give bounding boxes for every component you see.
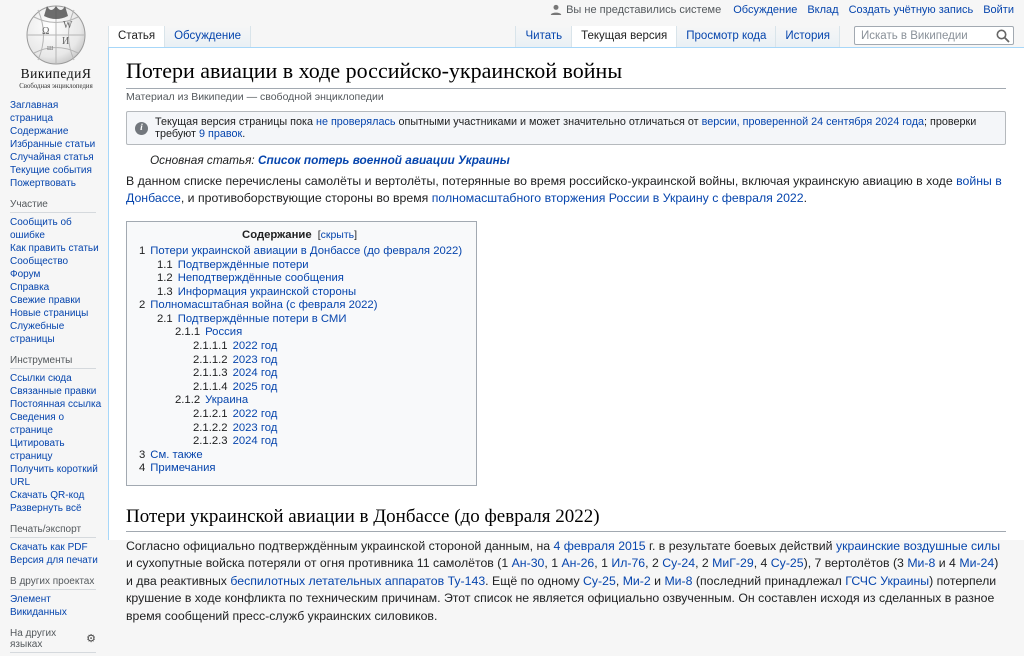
- sidebar-header-label: На других языках: [10, 628, 86, 650]
- toc-link[interactable]: 2022 год: [233, 340, 278, 352]
- sidebar-link[interactable]: Избранные статьи: [10, 139, 95, 150]
- toc-link[interactable]: Подтверждённые потери в СМИ: [178, 313, 347, 325]
- sidebar-section-header: [10, 199, 96, 213]
- toc-row: [139, 299, 462, 313]
- sidebar-item: [10, 268, 104, 281]
- wikipedia-logo[interactable]: [10, 4, 102, 90]
- search-box: [854, 26, 1014, 45]
- text-run: ), 7 вертолётов (3: [804, 556, 908, 570]
- toc-row: [139, 462, 462, 476]
- sidebar-item: [10, 411, 104, 437]
- namespace-tabs: [108, 26, 251, 47]
- inline-link[interactable]: Ми-8: [907, 556, 935, 570]
- sidebar-list: [10, 593, 104, 619]
- sidebar-header-label: В других проектах: [10, 576, 94, 587]
- sidebar-link[interactable]: Заглавная страница: [10, 100, 58, 124]
- text-run: Основная статья:: [150, 153, 258, 167]
- text-run: ) и два реактивных: [126, 556, 998, 587]
- sidebar-link[interactable]: Новые страницы: [10, 308, 88, 319]
- toc-row: [139, 449, 462, 463]
- hatnote: [126, 153, 1006, 167]
- personal-link[interactable]: Вклад: [807, 4, 838, 16]
- inline-link[interactable]: Ми-2: [623, 574, 651, 588]
- sidebar-item: [10, 125, 104, 138]
- text-run: Текущая версия страницы пока: [155, 116, 316, 128]
- toc-title: Содержание: [242, 229, 312, 241]
- revision-notice-text: [155, 116, 997, 140]
- toc-number: 2.1.1: [175, 326, 200, 338]
- toc-number: 2.1.1.1: [193, 340, 228, 352]
- text-run: В данном списке перечислены самолёты и вертолёты, потерянные во время российско-украинской войны, включая украинскую авиацию в ходе: [126, 174, 956, 188]
- sidebar-link[interactable]: Постоянная ссылка: [10, 399, 101, 410]
- sidebar-section-header: [10, 628, 96, 653]
- section-paragraph: [126, 538, 1006, 625]
- toc-row: [175, 326, 462, 340]
- personal-bar: [550, 4, 1014, 16]
- sidebar-section: [10, 524, 104, 567]
- toc-row: [157, 272, 462, 286]
- sidebar-header-label: Инструменты: [10, 355, 72, 366]
- view-tab[interactable]: [676, 26, 775, 47]
- sidebar-link[interactable]: Свежие правки: [10, 295, 80, 306]
- sidebar-link[interactable]: Содержание: [10, 126, 68, 137]
- logo-wordmark: ВикипедиЯ: [10, 66, 102, 82]
- logo-subtitle: Свободная энциклопедия: [10, 83, 102, 90]
- toc-hide-link[interactable]: скрыть: [321, 229, 355, 241]
- sidebar-link[interactable]: Элемент Викиданных: [10, 594, 67, 618]
- text-run: ; проверки требуют: [155, 116, 976, 140]
- sidebar-item: [10, 307, 104, 320]
- sidebar-section: [10, 576, 104, 619]
- sidebar-section-header: [10, 576, 96, 590]
- svg-text:ш: ш: [47, 43, 54, 52]
- inline-link[interactable]: МиГ-29: [712, 556, 754, 570]
- toc-number: 2.1.2: [175, 394, 200, 406]
- sidebar-item: [10, 385, 104, 398]
- inline-link[interactable]: Ту-143: [448, 574, 486, 588]
- gear-icon[interactable]: ⚙: [86, 634, 96, 644]
- sidebar-item: [10, 372, 104, 385]
- toc-row: [175, 394, 462, 408]
- inline-link[interactable]: Ми-24: [959, 556, 994, 570]
- search-input[interactable]: [854, 26, 1014, 45]
- view-tab[interactable]: [571, 26, 676, 47]
- toc-link[interactable]: Россия: [205, 326, 242, 338]
- search-icon[interactable]: [995, 28, 1011, 44]
- text-run: , 1: [594, 556, 611, 570]
- sidebar-item: [10, 164, 104, 177]
- text-run: (последний принадлежал: [692, 574, 845, 588]
- sidebar-header-label: Участие: [10, 199, 48, 210]
- header-chrome: [0, 0, 1024, 47]
- sidebar-item: [10, 463, 104, 489]
- personal-link[interactable]: Обсуждение: [733, 4, 797, 16]
- toc-number: 2.1.2.2: [193, 422, 228, 434]
- toc-row: [193, 340, 462, 354]
- inline-link[interactable]: полномасштабного вторжения России в Украину с февраля 2022: [432, 191, 804, 205]
- sidebar-section: [10, 355, 104, 515]
- text-run: , 2: [695, 556, 712, 570]
- toc-row: [193, 367, 462, 381]
- sidebar-link[interactable]: Текущие события: [10, 165, 92, 176]
- sidebar-item: [10, 138, 104, 151]
- toc-row: [193, 354, 462, 368]
- toc-row: [139, 245, 462, 259]
- toc-number: 1.3: [157, 286, 173, 298]
- toc-number: 4: [139, 462, 145, 474]
- revision-notice: [126, 111, 1006, 145]
- sidebar-item: [10, 242, 104, 255]
- text-run: г. в результате боевых действий: [646, 539, 836, 553]
- sidebar-link[interactable]: Сообщество: [10, 256, 68, 267]
- toc-link[interactable]: 2023 год: [233, 354, 278, 366]
- sidebar-nav: [10, 99, 104, 653]
- page-title: Потери авиации в ходе российско-украинской войны: [126, 58, 1006, 89]
- toc-link[interactable]: 2024 год: [233, 367, 278, 379]
- toc-link[interactable]: Информация украинской стороны: [178, 286, 356, 298]
- inline-link[interactable]: украинские воздушные силы: [836, 539, 1000, 553]
- view-tab[interactable]: [515, 26, 571, 47]
- article-content: [108, 47, 1024, 540]
- intro-paragraph: [126, 173, 1006, 208]
- sidebar-link[interactable]: Связанные правки: [10, 386, 96, 397]
- sidebar-link[interactable]: Скачать QR-код: [10, 490, 84, 501]
- text-run: ,: [616, 574, 623, 588]
- toc-row: [193, 381, 462, 395]
- inline-link[interactable]: 9 правок: [199, 128, 242, 140]
- text-run: , и противоборствующие стороны во время: [181, 191, 432, 205]
- toc-number: 2.1.1.2: [193, 354, 228, 366]
- sidebar-link[interactable]: Справка: [10, 282, 49, 293]
- sidebar-link[interactable]: Служебные страницы: [10, 321, 64, 345]
- tab-label: Обсуждение: [174, 30, 241, 42]
- toc-list: [137, 245, 462, 476]
- tab-bar: [108, 25, 1024, 47]
- toc-link[interactable]: 2025 год: [233, 381, 278, 393]
- toc-number: 2.1.1.4: [193, 381, 228, 393]
- text-run: и 4: [935, 556, 959, 570]
- text-run: , 4: [754, 556, 771, 570]
- toc-link[interactable]: Неподтверждённые сообщения: [178, 272, 344, 284]
- toc-link[interactable]: Потери украинской авиации в Донбассе (до февраля 2022): [150, 245, 462, 257]
- personal-links: [733, 4, 1014, 16]
- sidebar-item: [10, 216, 104, 242]
- puzzle-globe-icon: [25, 4, 87, 66]
- inline-link[interactable]: 4 февраля: [554, 539, 615, 553]
- text-run: , 1: [544, 556, 561, 570]
- sidebar-item: [10, 151, 104, 164]
- sidebar-item: [10, 281, 104, 294]
- sidebar-item: [10, 489, 104, 502]
- sidebar-section-header: [10, 355, 96, 369]
- text-run: .: [242, 128, 245, 140]
- sidebar-link[interactable]: Цитировать страницу: [10, 438, 65, 462]
- toc-header: [137, 229, 462, 241]
- namespace-tab[interactable]: [108, 26, 164, 47]
- toc-row: [157, 286, 462, 300]
- namespace-tab[interactable]: [164, 26, 251, 47]
- sidebar-link[interactable]: Пожертвовать: [10, 178, 76, 189]
- sidebar-link[interactable]: Получить короткий URL: [10, 464, 98, 488]
- inline-link[interactable]: Су-25: [771, 556, 804, 570]
- tab-label: Читать: [525, 30, 562, 42]
- sidebar-link[interactable]: Сообщить об ошибке: [10, 217, 72, 241]
- sidebar-list: [10, 372, 104, 515]
- svg-text:И: И: [62, 36, 69, 47]
- toc-row: [193, 408, 462, 422]
- sidebar-item: [10, 554, 104, 567]
- toc-link[interactable]: Украина: [205, 394, 248, 406]
- view-tab[interactable]: [775, 26, 840, 47]
- sidebar-link[interactable]: Сведения о странице: [10, 412, 64, 436]
- personal-link[interactable]: Создать учётную запись: [849, 4, 974, 16]
- tab-label: История: [785, 30, 830, 42]
- user-icon: [550, 4, 562, 16]
- sidebar-section: [10, 628, 104, 653]
- sidebar-link[interactable]: Развернуть всё: [10, 503, 82, 514]
- sidebar-link[interactable]: Как править статьи: [10, 243, 99, 254]
- inline-link[interactable]: Ан-30: [512, 556, 545, 570]
- sidebar-item: [10, 177, 104, 190]
- inline-link[interactable]: беспилотных летательных аппаратов: [230, 574, 444, 588]
- inline-link[interactable]: не проверялась: [316, 116, 396, 128]
- toc-number: 1: [139, 245, 145, 257]
- sidebar-item: [10, 437, 104, 463]
- sidebar-item: [10, 541, 104, 554]
- sidebar-list: [10, 216, 104, 346]
- text-run: ) потерпели крушение в ходе конфликта по техническим причинам. Этот список не является официально озвученным. Он составлен исходя из сделанных в разное время сообщений пресс-служб украинских силовиков.: [126, 574, 996, 623]
- sidebar-list: [10, 541, 104, 567]
- tab-label: Просмотр кода: [686, 30, 766, 42]
- text-run: .: [804, 191, 807, 205]
- toc-link[interactable]: 2022 год: [233, 408, 278, 420]
- inline-link[interactable]: войны в Донбассе: [126, 174, 1002, 205]
- sidebar-list: [10, 99, 104, 190]
- info-icon: i: [135, 122, 148, 135]
- view-controls: [515, 26, 1024, 47]
- inline-link[interactable]: версии, проверенной 24 сентября 2024 года: [702, 116, 924, 128]
- inline-link[interactable]: Ми-8: [664, 574, 692, 588]
- toc-number: 2.1.2.1: [193, 408, 228, 420]
- toc-number: 1.2: [157, 272, 173, 284]
- inline-link[interactable]: Су-24: [662, 556, 695, 570]
- section-heading: Потери украинской авиации в Донбассе (до февраля 2022): [126, 506, 1006, 532]
- toc-link[interactable]: Подтверждённые потери: [178, 259, 309, 271]
- toc-link[interactable]: Примечания: [150, 462, 215, 474]
- inline-link[interactable]: Список потерь военной авиации Украины: [258, 153, 510, 167]
- inline-link[interactable]: Су-25: [583, 574, 616, 588]
- sidebar-link[interactable]: Случайная статья: [10, 152, 94, 163]
- toc-row: [193, 435, 462, 449]
- sidebar-item: [10, 502, 104, 515]
- tab-label: Текущая версия: [581, 30, 667, 42]
- toc-number: 2.1.1.3: [193, 367, 228, 379]
- toc-number: 2: [139, 299, 145, 311]
- toc-number: 1.1: [157, 259, 173, 271]
- sidebar-item: [10, 255, 104, 268]
- sidebar-link[interactable]: Форум: [10, 269, 40, 280]
- toc-link[interactable]: 2024 год: [233, 435, 278, 447]
- inline-link[interactable]: ГСЧС Украины: [845, 574, 929, 588]
- sidebar-section: [10, 99, 104, 190]
- toc-number: 2.1.2.3: [193, 435, 228, 447]
- sidebar-item: [10, 593, 104, 619]
- site-tagline: Материал из Википедии — свободной энциклопедии: [126, 91, 1006, 103]
- toc-link[interactable]: 2023 год: [233, 422, 278, 434]
- text-run: и сухопутные войска потеряли от огня противника 11 самолётов (1: [126, 556, 512, 570]
- text-run: . Ещё по одному: [485, 574, 583, 588]
- sidebar-link[interactable]: Скачать как PDF: [10, 542, 88, 553]
- sidebar-link[interactable]: Ссылки сюда: [10, 373, 72, 384]
- sidebar: [0, 0, 108, 656]
- tab-label: Статья: [118, 30, 155, 42]
- toc-row: [193, 422, 462, 436]
- sidebar-section-header: [10, 524, 96, 538]
- toc-link[interactable]: См. также: [150, 449, 202, 461]
- sidebar-item: [10, 320, 104, 346]
- sidebar-header-label: Печать/экспорт: [10, 524, 81, 535]
- toc-number: 3: [139, 449, 145, 461]
- sidebar-item: [10, 294, 104, 307]
- text-run: и: [651, 574, 665, 588]
- sidebar-section: [10, 199, 104, 346]
- toc-number: 2.1: [157, 313, 173, 325]
- sidebar-item: [10, 99, 104, 125]
- table-of-contents: [126, 221, 477, 486]
- toc-row: [157, 259, 462, 273]
- text-run: Согласно официально подтверждённым украинской стороной данным, на: [126, 539, 554, 553]
- view-tabs: [515, 26, 840, 47]
- inline-link[interactable]: Ил-76: [611, 556, 645, 570]
- toc-toggle: [скрыть]: [315, 229, 357, 241]
- toc-link[interactable]: Полномасштабная война (с февраля 2022): [150, 299, 377, 311]
- inline-link[interactable]: 2015: [618, 539, 645, 553]
- sidebar-link[interactable]: Версия для печати: [10, 555, 98, 566]
- inline-link[interactable]: Ан-26: [561, 556, 594, 570]
- svg-text:Ω: Ω: [42, 26, 49, 37]
- text-run: , 2: [645, 556, 662, 570]
- toc-row: [157, 313, 462, 327]
- text-run: опытными участниками и может значительно отличаться от: [396, 116, 702, 128]
- sidebar-item: [10, 398, 104, 411]
- login-status-text: Вы не представились системе: [566, 4, 721, 16]
- svg-text:W: W: [63, 20, 73, 31]
- personal-link[interactable]: Войти: [983, 4, 1014, 16]
